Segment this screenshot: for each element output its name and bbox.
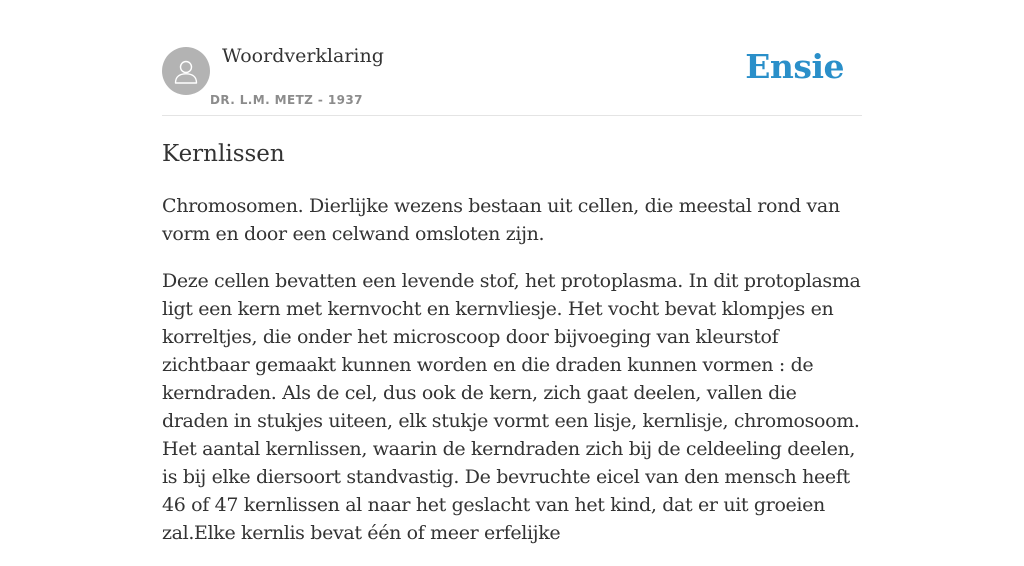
- article-paragraph: Chromosomen. Dierlijke wezens bestaan uit cellen, die meestal rond van vorm en door een celwand omsloten zijn.: [162, 195, 840, 245]
- article-title: Kernlissen: [162, 141, 285, 167]
- author-avatar[interactable]: [162, 47, 210, 95]
- author-name: DR. L.M. METZ: [210, 93, 314, 107]
- publication-year: 1937: [327, 93, 363, 107]
- user-icon: [171, 56, 201, 86]
- source-header: [162, 0, 862, 116]
- meta-separator: -: [317, 93, 324, 107]
- article-body: [162, 192, 862, 547]
- source-name-link[interactable]: Woordverklaring: [222, 45, 384, 67]
- source-meta: [210, 93, 363, 107]
- brand-logo[interactable]: Ensie: [745, 47, 844, 86]
- article: [162, 138, 862, 566]
- article-paragraph: Deze cellen bevatten een levende stof, het protoplasma. In dit protoplasma ligt een kern met kernvocht en kernvliesje. Het vocht bevat klompjes en korreltjes, die onder het microscoop door bijvoeging van kleurstof zichtbaar gemaakt kunnen worden en die draden kunnen vormen : de kerndraden. Als de cel, dus ook de kern, zich gaat deelen, vallen die draden in stukjes uiteen, elk stukje vormt een lisje, kernlisje, chromosoom. Het aantal kernlissen, waarin de kerndraden zich bij de celdeeling deelen, is bij elke diersoort standvastig. De bevruchte eicel van den mensch heeft 46 of 47 kernlissen al naar het geslacht van het kind, dat er uit groeien zal.Elke kernlis bevat één of meer erfelijke: [162, 270, 861, 544]
